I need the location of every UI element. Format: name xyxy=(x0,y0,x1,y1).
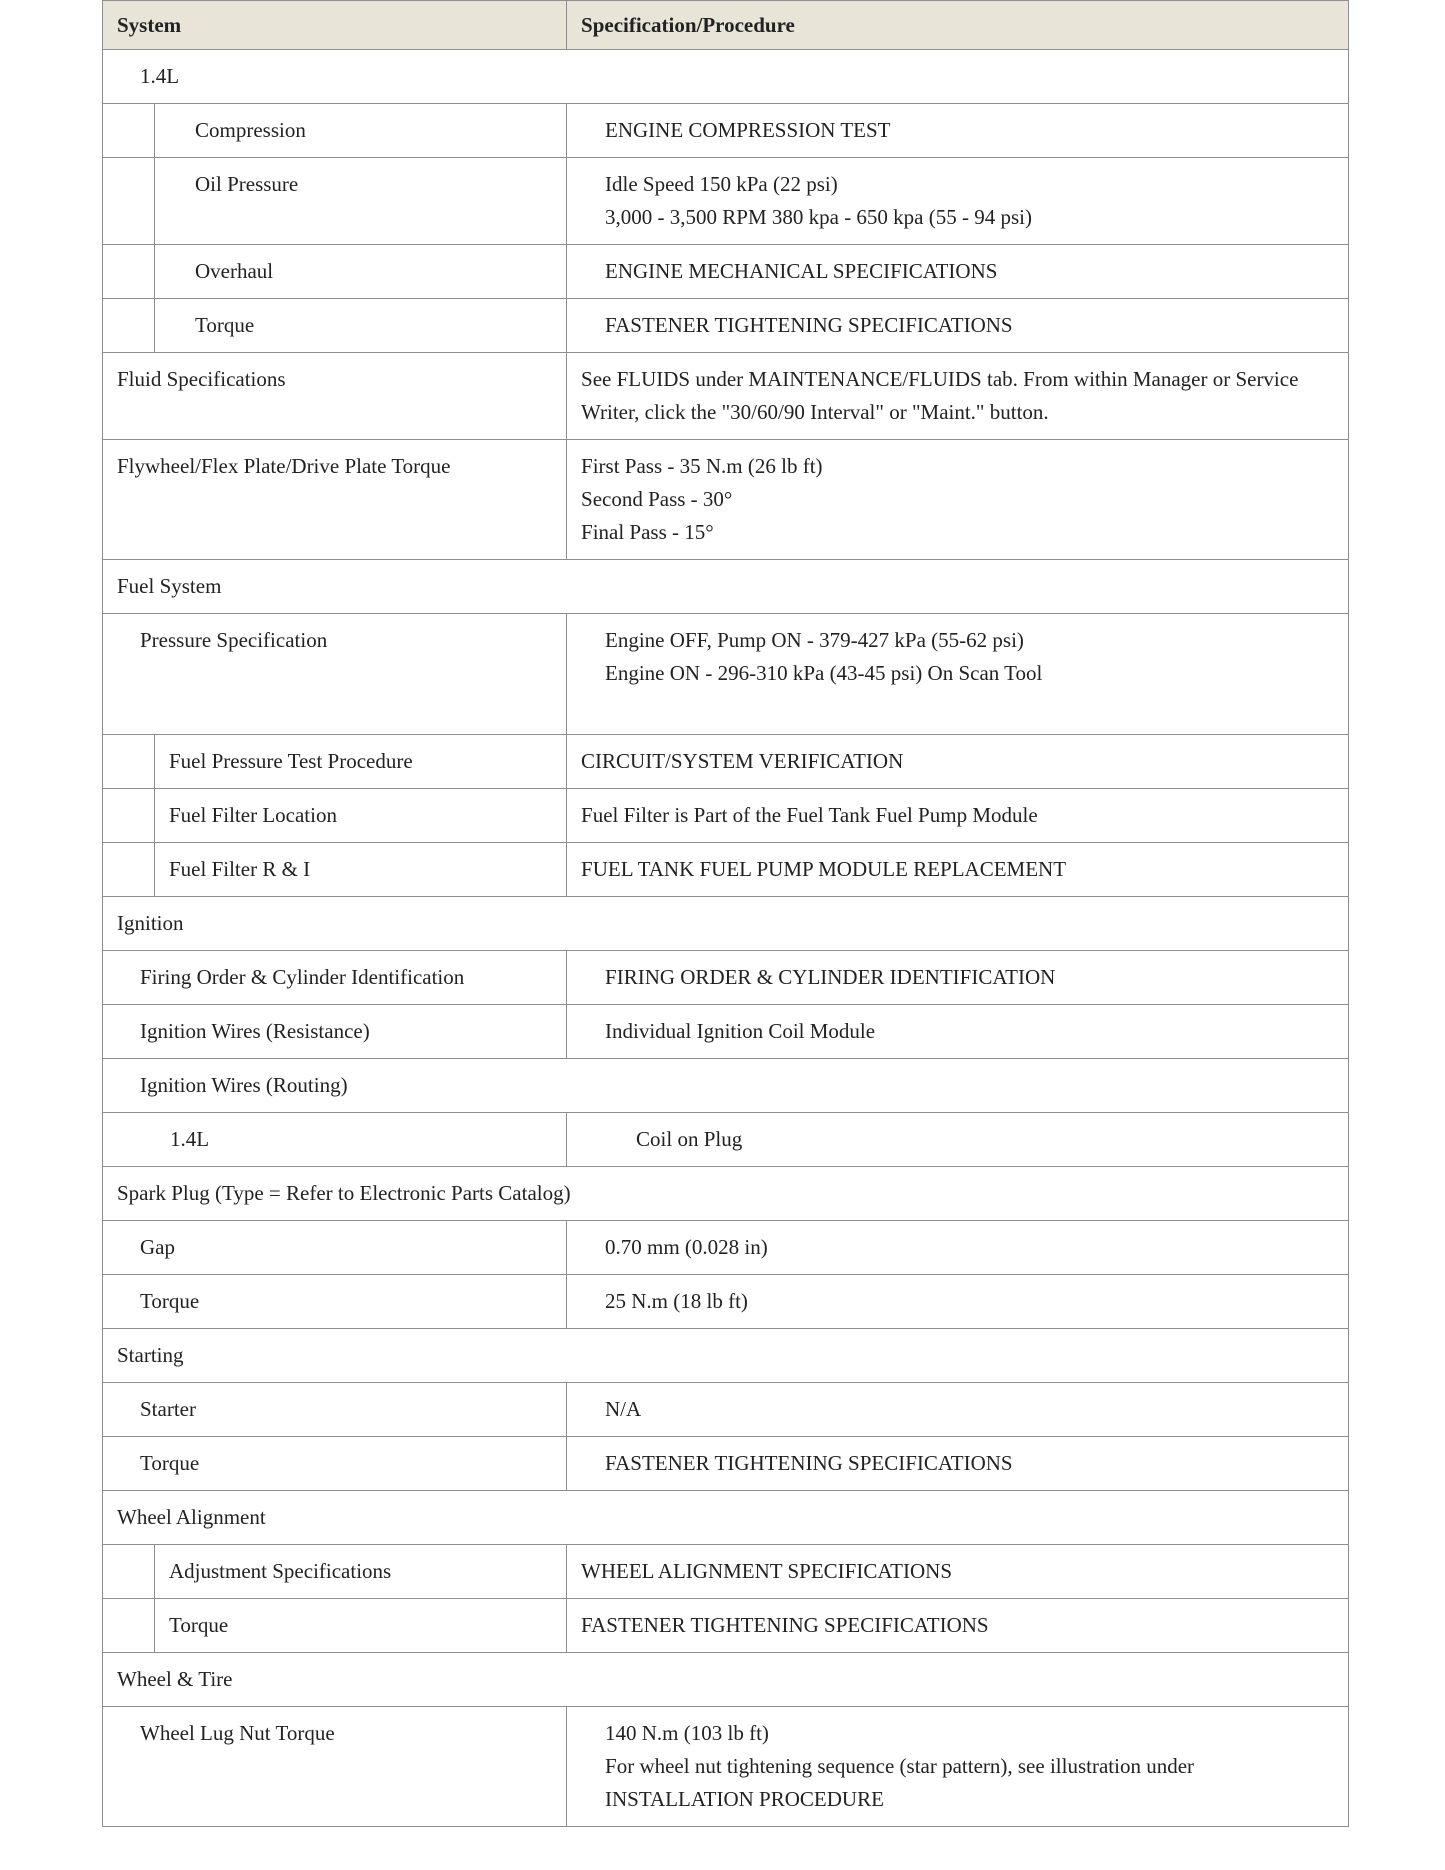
row-label: Ignition Wires (Resistance) xyxy=(103,1005,567,1059)
specification-table xyxy=(102,0,1349,1827)
row-spec xyxy=(567,158,1349,245)
indent-cell xyxy=(103,789,155,843)
row-label: Compression xyxy=(155,104,567,158)
table-row xyxy=(103,1491,1349,1545)
row-spec xyxy=(567,440,1349,560)
group-label-wheel-tire: Wheel & Tire xyxy=(103,1653,1349,1707)
row-spec xyxy=(567,614,1349,735)
row-spec: N/A xyxy=(567,1383,1349,1437)
row-spec: CIRCUIT/SYSTEM VERIFICATION xyxy=(567,735,1349,789)
group-label-engine-14l: 1.4L xyxy=(103,50,1349,104)
header-spec: Specification/Procedure xyxy=(567,1,1349,50)
row-label: Overhaul xyxy=(155,245,567,299)
row-spec: Individual Ignition Coil Module xyxy=(567,1005,1349,1059)
table-row xyxy=(103,158,1349,245)
table-row xyxy=(103,104,1349,158)
group-label-wheel-alignment: Wheel Alignment xyxy=(103,1491,1349,1545)
table-row xyxy=(103,789,1349,843)
row-label: 1.4L xyxy=(103,1113,567,1167)
row-spec: 25 N.m (18 lb ft) xyxy=(567,1275,1349,1329)
table-row xyxy=(103,299,1349,353)
indent-cell xyxy=(103,1545,155,1599)
row-label: Fuel Filter R & I xyxy=(155,843,567,897)
table-row xyxy=(103,1275,1349,1329)
indent-cell xyxy=(103,735,155,789)
row-label: Firing Order & Cylinder Identification xyxy=(103,951,567,1005)
row-label: Fluid Specifications xyxy=(103,353,567,440)
indent-cell xyxy=(103,299,155,353)
table-row xyxy=(103,1707,1349,1827)
row-label: Fuel Pressure Test Procedure xyxy=(155,735,567,789)
row-spec: Fuel Filter is Part of the Fuel Tank Fuel Pump Module xyxy=(567,789,1349,843)
row-label: Starter xyxy=(103,1383,567,1437)
table-row xyxy=(103,951,1349,1005)
group-label-starting: Starting xyxy=(103,1329,1349,1383)
table-row xyxy=(103,440,1349,560)
row-spec: ENGINE MECHANICAL SPECIFICATIONS xyxy=(567,245,1349,299)
table-row xyxy=(103,1437,1349,1491)
table-row xyxy=(103,1221,1349,1275)
spec-line: Engine ON - 296-310 kPa (43-45 psi) On Scan Tool xyxy=(605,661,1043,685)
row-spec: FIRING ORDER & CYLINDER IDENTIFICATION xyxy=(567,951,1349,1005)
table-row xyxy=(103,1599,1349,1653)
indent-cell xyxy=(103,104,155,158)
indent-cell xyxy=(103,1599,155,1653)
indent-cell xyxy=(103,843,155,897)
group-label-spark-plug: Spark Plug (Type = Refer to Electronic Parts Catalog) xyxy=(103,1167,1349,1221)
spec-line: Engine OFF, Pump ON - 379-427 kPa (55-62 psi) xyxy=(605,628,1024,652)
table-row xyxy=(103,897,1349,951)
table-row xyxy=(103,1329,1349,1383)
header-system: System xyxy=(103,1,567,50)
spec-line: For wheel nut tightening sequence (star pattern), see illustration under INSTALLATION PROCEDURE xyxy=(605,1754,1195,1811)
table-row xyxy=(103,1059,1349,1113)
row-label: Torque xyxy=(155,299,567,353)
row-label: Torque xyxy=(103,1275,567,1329)
row-spec: See FLUIDS under MAINTENANCE/FLUIDS tab. From within Manager or Service Writer, click the "30/60/90 Interval" or "Maint." button. xyxy=(567,353,1349,440)
row-spec: ENGINE COMPRESSION TEST xyxy=(567,104,1349,158)
row-spec: FASTENER TIGHTENING SPECIFICATIONS xyxy=(567,299,1349,353)
row-label: Gap xyxy=(103,1221,567,1275)
table-row xyxy=(103,1167,1349,1221)
row-label: Torque xyxy=(103,1437,567,1491)
indent-cell xyxy=(103,245,155,299)
row-label: Pressure Specification xyxy=(103,614,567,735)
table-row xyxy=(103,1005,1349,1059)
table-row xyxy=(103,614,1349,735)
group-label-ignition-routing: Ignition Wires (Routing) xyxy=(103,1059,1349,1113)
table-row xyxy=(103,245,1349,299)
row-spec: WHEEL ALIGNMENT SPECIFICATIONS xyxy=(567,1545,1349,1599)
row-label: Oil Pressure xyxy=(155,158,567,245)
table-row xyxy=(103,1383,1349,1437)
row-label: Torque xyxy=(155,1599,567,1653)
table-row xyxy=(103,50,1349,104)
spec-line: Idle Speed 150 kPa (22 psi) xyxy=(605,172,838,196)
table-row xyxy=(103,560,1349,614)
row-spec: Coil on Plug xyxy=(567,1113,1349,1167)
row-label: Wheel Lug Nut Torque xyxy=(103,1707,567,1827)
table-header-row xyxy=(103,1,1349,50)
spec-line: First Pass - 35 N.m (26 lb ft) xyxy=(581,454,823,478)
indent-cell xyxy=(103,158,155,245)
row-label: Fuel Filter Location xyxy=(155,789,567,843)
group-label-fuel-system: Fuel System xyxy=(103,560,1349,614)
row-spec: 0.70 mm (0.028 in) xyxy=(567,1221,1349,1275)
row-spec xyxy=(567,1707,1349,1827)
table-row xyxy=(103,1113,1349,1167)
spec-line: Second Pass - 30° xyxy=(581,487,733,511)
table-row xyxy=(103,1653,1349,1707)
row-spec: FUEL TANK FUEL PUMP MODULE REPLACEMENT xyxy=(567,843,1349,897)
table-row xyxy=(103,735,1349,789)
spec-line: Final Pass - 15° xyxy=(581,520,714,544)
table-row xyxy=(103,353,1349,440)
spec-line: 3,000 - 3,500 RPM 380 kpa - 650 kpa (55 - 94 psi) xyxy=(605,205,1032,229)
table-row xyxy=(103,1545,1349,1599)
row-spec: FASTENER TIGHTENING SPECIFICATIONS xyxy=(567,1437,1349,1491)
table-row xyxy=(103,843,1349,897)
row-spec: FASTENER TIGHTENING SPECIFICATIONS xyxy=(567,1599,1349,1653)
row-label: Flywheel/Flex Plate/Drive Plate Torque xyxy=(103,440,567,560)
row-label: Adjustment Specifications xyxy=(155,1545,567,1599)
spec-line: 140 N.m (103 lb ft) xyxy=(605,1721,769,1745)
group-label-ignition: Ignition xyxy=(103,897,1349,951)
